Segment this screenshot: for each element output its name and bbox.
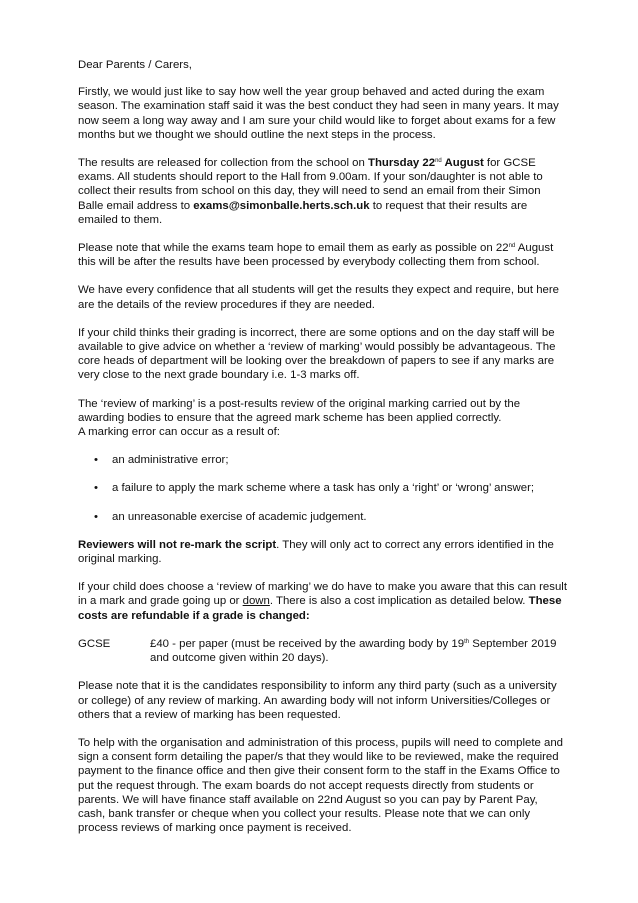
list-item bbox=[78, 510, 568, 524]
process-paragraph: To help with the organisation and administration of this process, pupils will need to complete and sign a consent form detailing the paper/s that they would like to be reviewed, make the required payment to the finance office and then give their consent form to the staff in the Exams Office to put the request through. The exam boards do not accept requests directly from students or parents. We will have finance staff available on 22nd August so you can pay by Parent Pay, cash, bank transfer or cheque when you collect your results. Please note that we can only process reviews of marking once payment is received. bbox=[78, 736, 564, 835]
review-definition-paragraph bbox=[78, 397, 568, 440]
email-timing-text-b: August this will be after the results have been processed by everybody collecting them from school. bbox=[78, 242, 554, 269]
list-item-text: a failure to apply the mark scheme where a task has only a ‘right’ or ‘wrong’ answer; bbox=[112, 482, 535, 495]
list-item-text: an administrative error; bbox=[112, 454, 229, 467]
confidence-paragraph: We have every confidence that all students will get the results they expect and require, but here are the details of the review procedures if they are needed. bbox=[78, 284, 560, 311]
marking-error-list bbox=[78, 453, 568, 524]
bullet-icon: • bbox=[94, 510, 98, 523]
fee-text-b: September 2019 and outcome given within 20 days). bbox=[150, 637, 557, 665]
fee-label: GCSE bbox=[78, 637, 111, 650]
bullet-icon: • bbox=[94, 454, 98, 467]
results-release-paragraph bbox=[78, 156, 568, 227]
letter-page bbox=[78, 58, 568, 849]
results-text-b: for GCSE exams. All students should report to the Hall from 9.00am. If your son/daughter is not able to collect their results from school on this day, they will need to send an email from their Simon Balle email address to bbox=[78, 157, 543, 212]
cost-text-b: . There is also a cost implication as detailed below. bbox=[269, 595, 529, 608]
salutation: Dear Parents / Carers, bbox=[78, 59, 192, 71]
results-date-month: August bbox=[441, 157, 484, 170]
bullet-icon: • bbox=[94, 482, 98, 495]
fee-text-a: £40 - per paper (must be received by the awarding body by 19 bbox=[150, 637, 465, 650]
email-timing-text-a: Please note that while the exams team hope to email them as early as possible on 22 bbox=[78, 242, 509, 255]
marking-error-intro: A marking error can occur as a result of: bbox=[78, 426, 280, 439]
fee-date-suffix: th bbox=[464, 638, 470, 645]
review-definition-text: The ‘review of marking’ is a post-results review of the original marking carried out by the awarding bodies to ensure that the agreed mark scheme has been applied correctly. bbox=[78, 397, 521, 424]
results-text-c: to request that their results are emailed to them. bbox=[78, 199, 528, 226]
no-remark-paragraph bbox=[78, 538, 568, 566]
grading-options-paragraph: If your child thinks their grading is incorrect, there are some options and on the day staff will be available to give advice on whether a ‘review of marking’ would possibly be advantageous. The core heads of department will be looking over the breakdown of papers to see if any marks are very close to the next grade boundary i.e. 1-3 marks off. bbox=[78, 326, 556, 382]
list-item bbox=[78, 453, 568, 467]
intro-paragraph: Firstly, we would just like to say how well the year group behaved and acted during the exam season. The examination staff said it was the best conduct they had seen in many years. It may now seem a long way away and I am sure your child would like to forget about exams for a few months but we thought we should outline the next steps in the process. bbox=[78, 86, 559, 141]
gcse-fee-row bbox=[78, 637, 568, 665]
list-item-text: an unreasonable exercise of academic judgement. bbox=[112, 510, 367, 523]
no-remark-bold-text: Reviewers will not re-mark the script bbox=[78, 538, 277, 551]
list-item bbox=[78, 481, 568, 495]
results-text-a: The results are released for collection from the school on bbox=[78, 157, 368, 170]
exams-email-address: exams@simonballe.herts.sch.uk bbox=[193, 199, 370, 212]
cost-text-a: If your child does choose a ‘review of marking’ we do have to make you aware that this can result in a mark and grade going up or bbox=[78, 581, 567, 608]
cost-implication-paragraph bbox=[78, 580, 568, 623]
results-date-suffix: nd bbox=[435, 158, 442, 165]
third-party-paragraph: Please note that it is the candidates responsibility to inform any third party (such as a university or college) of any review of marking. An awarding body will not inform Universities/Colleges or others that a review of marking has been requested. bbox=[78, 680, 557, 721]
email-timing-date-suffix: nd bbox=[508, 243, 516, 250]
fee-detail bbox=[150, 637, 568, 665]
cost-underlined-word: down bbox=[242, 595, 270, 608]
no-remark-text: . They will only act to correct any errors identified in the original marking. bbox=[78, 538, 554, 566]
refundable-notice: These costs are refundable if a grade is changed: bbox=[78, 595, 562, 622]
results-date-day: Thursday 22 bbox=[367, 157, 436, 170]
email-timing-paragraph bbox=[78, 241, 568, 269]
